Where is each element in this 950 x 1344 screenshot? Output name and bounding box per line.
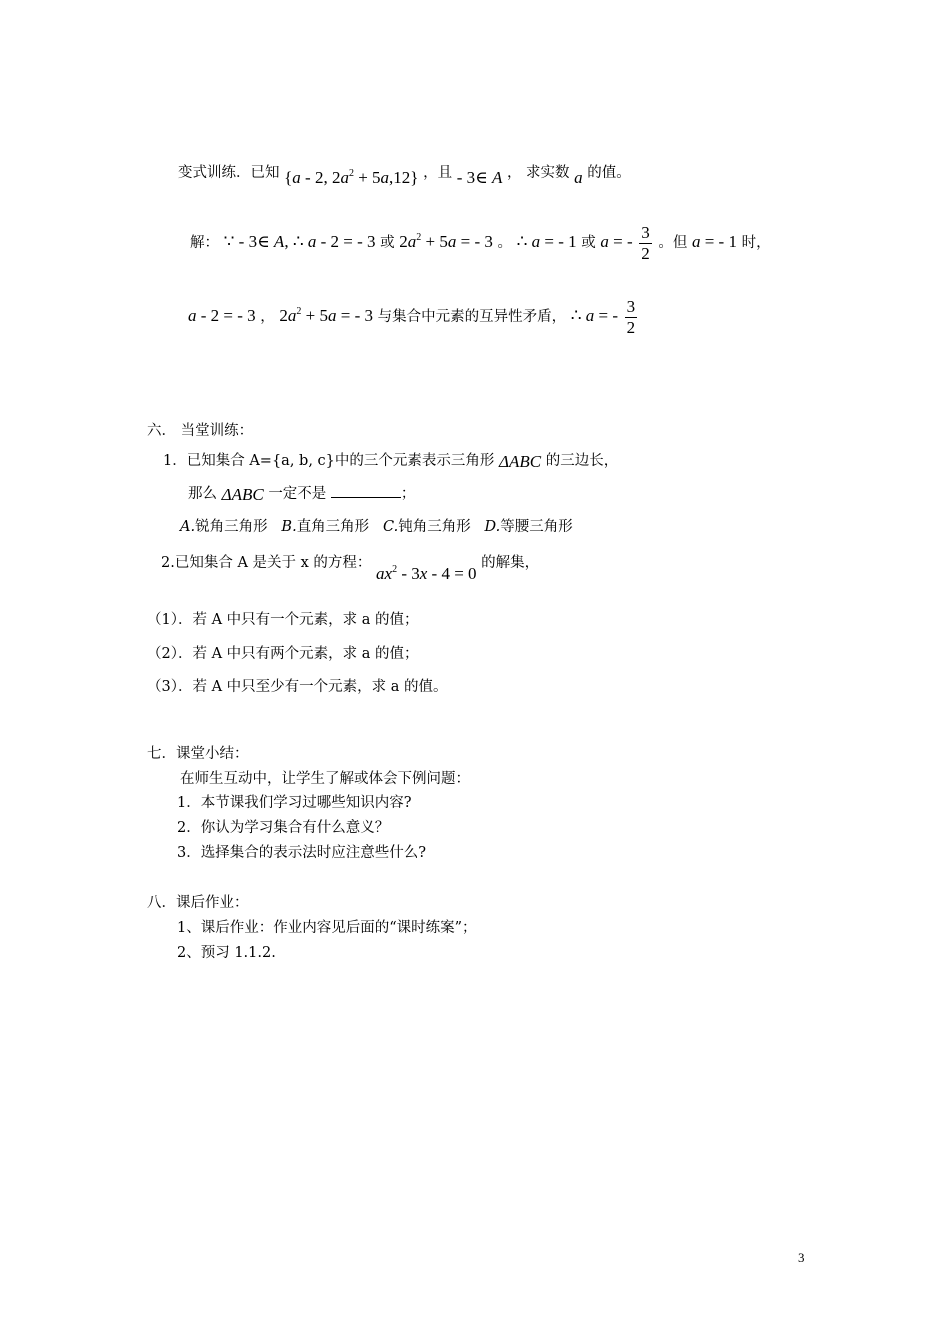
- variant-var: a: [574, 168, 583, 187]
- page-number: 3: [798, 1250, 805, 1265]
- question2-equation: $ax^2 - 3x - 4 = 0$: [376, 564, 477, 583]
- option-a: 锐角三角形: [195, 519, 268, 535]
- question1-text: 1．已知集合 A={a, b, c}中的三个元素表示三角形: [163, 453, 495, 469]
- question1-semicolon: ；: [400, 486, 416, 502]
- fraction-denominator: 2: [641, 243, 650, 263]
- option-a-letter: A.: [180, 519, 196, 535]
- section7-item-2: 2．你认为学习集合有什么意义？: [177, 820, 390, 836]
- solution-dot: 。: [497, 235, 512, 251]
- solution-math-4: a = -: [600, 232, 633, 251]
- sub-question-2: （2）．若 A 中只有两个元素，求 a 的值；: [147, 646, 419, 662]
- question1-then: 那么: [188, 486, 217, 502]
- triangle-abc: ΔABC: [499, 452, 542, 471]
- option-b-letter: B.: [281, 519, 297, 535]
- option-d-letter: D.: [484, 519, 501, 535]
- variant-ask: ， 求实数: [506, 165, 570, 181]
- option-d: 等腰三角形: [500, 519, 573, 535]
- fraction-numerator: 3: [641, 222, 650, 242]
- sub-question-3: （3）．若 A 中只至少有一个元素，求 a 的值。: [147, 679, 448, 695]
- section7-intro: 在师生互动中，让学生了解或体会下例问题：: [180, 771, 470, 787]
- variant-intro: 变式训练．已知: [178, 165, 280, 181]
- solution-time: 时，: [741, 235, 771, 251]
- question1-line2: [188, 483, 415, 504]
- sub-question-1: （1）．若 A 中只有一个元素，求 a 的值；: [147, 612, 419, 628]
- options-line: [180, 517, 573, 537]
- solution-or-1: 或: [380, 235, 395, 251]
- question2-text: 2.已知集合 A 是关于 x 的方程：: [161, 555, 372, 571]
- section8-item-1: 1、课后作业：作业内容见后面的“课时练案”；: [177, 920, 477, 936]
- section6-title: 六． 当堂训练：: [147, 423, 254, 439]
- question2-tail: 的解集，: [481, 555, 540, 571]
- solution2-math-3: ∴ a = -: [570, 306, 619, 325]
- question1-not: 一定不是: [268, 486, 327, 502]
- solution-math-2: $2a^2 + 5a$ = - 3: [399, 232, 493, 251]
- fraction2-numerator: 3: [626, 296, 636, 316]
- option-b: 直角三角形: [296, 519, 370, 535]
- solution2-math-1: a - 2 = - 3: [188, 306, 256, 325]
- solution-math-3: ∴ a = - 1: [516, 232, 577, 251]
- option-c: 钝角三角形: [398, 519, 471, 535]
- solution-fraction-2: [625, 297, 638, 338]
- section7-title: 七．课堂小结：: [147, 746, 249, 762]
- variant-cond: - 3∈ A: [456, 168, 503, 187]
- solution2-comma: ，: [260, 309, 275, 325]
- solution-or-2: 或: [581, 235, 596, 251]
- solution2-math-2: $2a^2 + 5a$ = - 3: [279, 306, 373, 325]
- variant-line: [178, 162, 631, 187]
- solution-label: 解：: [190, 235, 219, 251]
- option-c-letter: C.: [383, 519, 399, 535]
- section7-item-1: 1．本节课我们学习过哪些知识内容?: [177, 795, 412, 811]
- solution-but: 。但: [658, 235, 688, 251]
- solution-math-5: a = - 1: [691, 232, 737, 251]
- answer-blank[interactable]: [331, 483, 401, 498]
- solution-line-2: [188, 296, 639, 338]
- variant-tail: 的值。: [587, 165, 631, 181]
- question2-line: [161, 552, 540, 583]
- triangle-abc-2: ΔABC: [221, 485, 264, 504]
- solution-math-1: ∵ - 3∈ A, ∴ a - 2 = - 3: [223, 232, 376, 251]
- variant-set: {a - 2, $2a^2 + 5a,12$}: [284, 168, 419, 187]
- section8-item-2: 2、预习 1.1.2.: [177, 945, 276, 961]
- question1-text-b: 的三边长，: [545, 453, 619, 469]
- section8-title: 八．课后作业：: [147, 895, 249, 911]
- solution-line-1: [190, 222, 771, 264]
- section7-item-3: 3．选择集合的表示法时应注意些什么?: [177, 845, 426, 861]
- question1-line: [163, 450, 618, 471]
- variant-and: ，且: [423, 165, 453, 181]
- fraction2-denominator: 2: [626, 317, 636, 337]
- solution-fraction-1: [639, 223, 652, 264]
- solution2-text: 与集合中元素的互异性矛盾，: [377, 309, 567, 325]
